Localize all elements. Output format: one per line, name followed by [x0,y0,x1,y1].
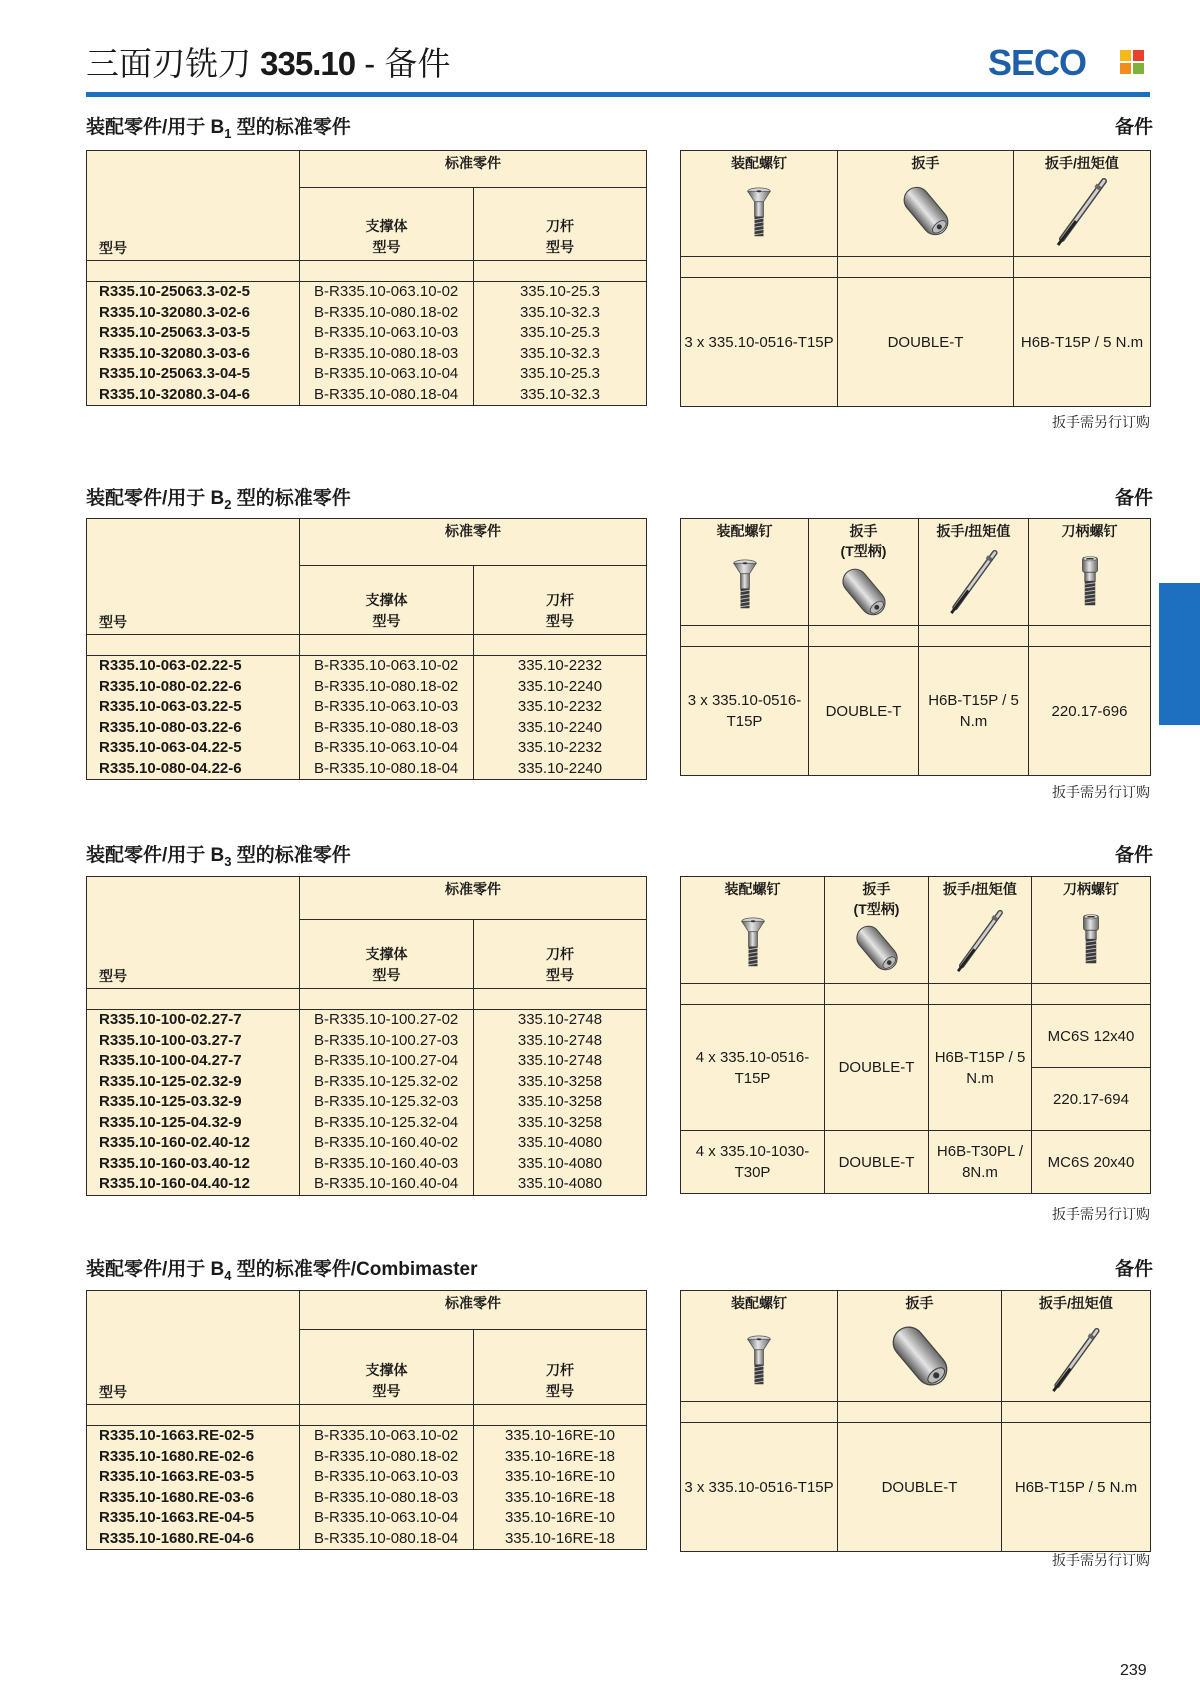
acc-value-wrench: DOUBLE-T [825,1005,929,1131]
logo-mark-icon [1120,50,1144,74]
table-row: R335.10-1680.RE-04-6 B-R335.10-080.18-04 335.10-16RE-18 [87,1529,647,1550]
torque-key-icon [945,549,1003,615]
wrench-tube-icon [852,919,902,977]
acc-value-wrench: DOUBLE-T [809,647,919,776]
table-row: R335.10-1663.RE-04-5 B-R335.10-063.10-04 335.10-16RE-10 [87,1508,647,1529]
acc-value-torque: H6B-T15P / 5 N.m [1014,278,1151,407]
accessory-table-b1 [680,150,1151,407]
acc-value-torque-large: H6B-T30PL / 8N.m [929,1131,1032,1194]
column-header-type: 型号 [87,877,300,989]
logo-text: SECO [988,42,1087,83]
seco-logo [988,42,1148,82]
page-number: 239 [1120,1662,1147,1679]
table-row: R335.10-1663.RE-03-5 B-R335.10-063.10-03 335.10-16RE-10 [87,1467,647,1488]
spare-label-b2: 备件 [1115,488,1154,509]
column-header-group: 标准零件 [300,1291,647,1330]
side-thumb-tab [1159,583,1200,725]
table-row: R335.10-080-03.22-6 B-R335.10-080.18-03 335.10-2240 [87,718,647,739]
acc-value-screw: 3 x 335.10-0516-T15P [681,278,838,407]
accessory-table-b2 [680,518,1151,776]
column-header-arbor: 刀杆 型号 [474,566,647,635]
parts-table-b1 [86,150,647,406]
countersunk-screw-icon [744,1333,774,1389]
column-header-group: 标准零件 [300,519,647,566]
acc-header-wrench: 扳手 [838,151,1014,257]
acc-header-screw: 装配螺钉 [681,519,809,626]
acc-header-arbor-screw: 刀柄螺钉 [1032,877,1151,984]
title-rule [86,92,1150,97]
acc-value-torque: H6B-T15P / 5 N.m [929,1005,1032,1131]
acc-header-screw: 装配螺钉 [681,151,838,257]
page-title-cn: 三面刃铣刀 [86,45,261,82]
acc-value-screw: 3 x 335.10-0516-T15P [681,647,809,776]
column-header-arbor: 刀杆 型号 [474,188,647,261]
table-row: R335.10-1680.RE-02-6 B-R335.10-080.18-02 335.10-16RE-18 [87,1447,647,1468]
column-header-arbor: 刀杆 型号 [474,920,647,989]
table-row: R335.10-32080.3-03-6 B-R335.10-080.18-03 335.10-32.3 [87,344,647,365]
acc-header-screw: 装配螺钉 [681,877,825,984]
acc-value-torque: H6B-T15P / 5 N.m [919,647,1029,776]
column-header-type: 型号 [87,519,300,635]
table-row: R335.10-160-02.40-12 B-R335.10-160.40-02 335.10-4080 [87,1133,647,1154]
parts-table-b2 [86,518,647,780]
acc-value-arbor-screw: MC6S 12x40 [1032,1005,1151,1068]
order-note-b2: 扳手需另行订购 [1052,784,1150,800]
acc-header-arbor-screw: 刀柄螺钉 [1029,519,1151,626]
acc-header-wrench: 扳手 (T型柄) [825,877,929,984]
table-row: R335.10-100-02.27-7 B-R335.10-100.27-02 335.10-2748 [87,1010,647,1031]
column-header-support: 支撑体 型号 [300,920,474,989]
order-note-b3: 扳手需另行订购 [1052,1206,1150,1222]
table-row: R335.10-125-02.32-9 B-R335.10-125.32-02 335.10-3258 [87,1072,647,1093]
wrench-tube-icon [838,561,890,623]
torque-key-icon [1052,177,1112,247]
accessory-table-b3 [680,876,1151,1194]
parts-table-b3 [86,876,647,1196]
spare-label-b4: 备件 [1115,1259,1154,1280]
acc-header-torque: 扳手/扭矩值 [1002,1291,1151,1402]
order-note-b1: 扳手需另行订购 [1052,414,1150,430]
table-row: R335.10-25063.3-02-5 B-R335.10-063.10-02 335.10-25.3 [87,282,647,303]
acc-value-arbor-screw: 220.17-696 [1029,647,1151,776]
table-row: R335.10-063-02.22-5 B-R335.10-063.10-02 335.10-2232 [87,656,647,677]
acc-header-wrench: 扳手 [838,1291,1002,1402]
table-row: R335.10-125-03.32-9 B-R335.10-125.32-03 335.10-3258 [87,1092,647,1113]
table-row: R335.10-063-04.22-5 B-R335.10-063.10-04 335.10-2232 [87,738,647,759]
acc-value-torque: H6B-T15P / 5 N.m [1002,1423,1151,1552]
column-header-type: 型号 [87,1291,300,1405]
acc-header-torque: 扳手/扭矩值 [929,877,1032,984]
table-row: R335.10-1663.RE-02-5 B-R335.10-063.10-02 335.10-16RE-10 [87,1426,647,1447]
section-heading-b1: 装配零件/用于 $B_1$ 型的标准零件 [86,117,351,141]
wrench-tube-icon [887,1317,953,1395]
torque-key-icon [952,909,1008,973]
acc-value-wrench: DOUBLE-T [838,278,1014,407]
column-header-support: 支撑体 型号 [300,188,474,261]
socket-screw-icon [1076,909,1106,971]
page-title-suffix: - 备件 [355,45,451,82]
acc-value-screw: 4 x 335.10-0516-T15P [681,1005,825,1131]
section-heading-b3: 装配零件/用于 $B_3$ 型的标准零件 [86,845,351,869]
countersunk-screw-icon [738,915,768,971]
table-row: R335.10-25063.3-03-5 B-R335.10-063.10-03 335.10-25.3 [87,323,647,344]
table-row: R335.10-32080.3-02-6 B-R335.10-080.18-02 335.10-32.3 [87,303,647,324]
table-row: R335.10-25063.3-04-5 B-R335.10-063.10-04 335.10-25.3 [87,364,647,385]
table-row: R335.10-100-04.27-7 B-R335.10-100.27-04 335.10-2748 [87,1051,647,1072]
page-title [86,38,450,85]
acc-header-torque: 扳手/扭矩值 [1014,151,1151,257]
socket-screw-icon [1075,551,1105,613]
acc-value-arbor-screw-large: MC6S 20x40 [1032,1131,1151,1194]
column-header-type: 型号 [87,151,300,261]
spare-label-b1: 备件 [1115,117,1154,138]
acc-value-wrench: DOUBLE-T [838,1423,1002,1552]
spare-label-b3: 备件 [1115,845,1154,866]
table-row: R335.10-080-04.22-6 B-R335.10-080.18-04 335.10-2240 [87,759,647,780]
table-row: R335.10-080-02.22-6 B-R335.10-080.18-02 335.10-2240 [87,677,647,698]
section-heading-b4: 装配零件/用于 $B_4$ 型的标准零件/Combimaster [86,1259,478,1283]
countersunk-screw-icon [730,557,760,613]
table-row: R335.10-32080.3-04-6 B-R335.10-080.18-04 335.10-32.3 [87,385,647,406]
table-row: R335.10-100-03.27-7 B-R335.10-100.27-03 335.10-2748 [87,1031,647,1052]
acc-value-screw-large: 4 x 335.10-1030-T30P [681,1131,825,1194]
column-header-group: 标准零件 [300,877,647,920]
table-row: R335.10-160-03.40-12 B-R335.10-160.40-03 335.10-4080 [87,1154,647,1175]
acc-value-screw: 3 x 335.10-0516-T15P [681,1423,838,1552]
column-header-arbor: 刀杆 型号 [474,1330,647,1405]
acc-header-screw: 装配螺钉 [681,1291,838,1402]
acc-value-wrench-large: DOUBLE-T [825,1131,929,1194]
parts-table-b4 [86,1290,647,1550]
section-heading-b2: 装配零件/用于 $B_2$ 型的标准零件 [86,488,351,512]
column-header-support: 支撑体 型号 [300,1330,474,1405]
page-title-number: 335.10 [260,45,356,82]
table-row: R335.10-160-04.40-12 B-R335.10-160.40-04 335.10-4080 [87,1174,647,1195]
torque-key-icon [1047,1327,1105,1393]
countersunk-screw-icon [744,185,774,241]
column-header-group: 标准零件 [300,151,647,188]
column-header-support: 支撑体 型号 [300,566,474,635]
acc-header-torque: 扳手/扭矩值 [919,519,1029,626]
acc-value-arbor-screw-alt: 220.17-694 [1032,1068,1151,1131]
accessory-table-b4 [680,1290,1151,1552]
order-note-b4: 扳手需另行订购 [1052,1552,1150,1568]
table-row: R335.10-125-04.32-9 B-R335.10-125.32-04 335.10-3258 [87,1113,647,1134]
wrench-tube-icon [899,179,953,243]
table-row: R335.10-1680.RE-03-6 B-R335.10-080.18-03 335.10-16RE-18 [87,1488,647,1509]
table-row: R335.10-063-03.22-5 B-R335.10-063.10-03 335.10-2232 [87,697,647,718]
acc-header-wrench: 扳手 (T型柄) [809,519,919,626]
